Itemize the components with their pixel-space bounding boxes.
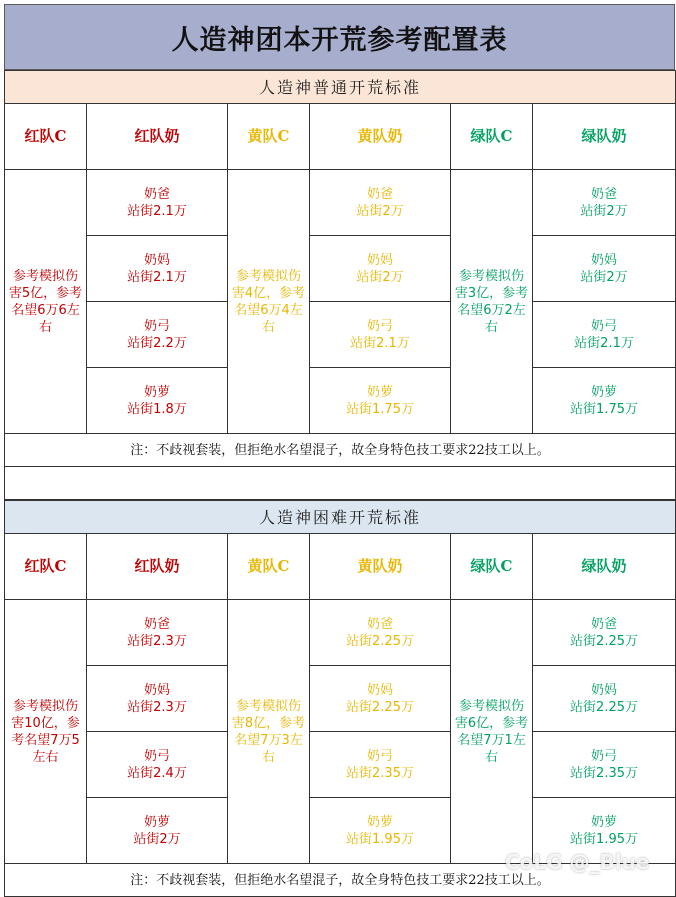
healer-cell (310, 798, 451, 864)
healer-cell (533, 666, 676, 732)
healer-cell (533, 170, 676, 236)
healer-stat: 站街2万 (580, 269, 628, 285)
healer-stat: 站街1.8万 (127, 401, 187, 417)
healer-stat: 站街1.95万 (570, 831, 638, 847)
healer-stat: 站街2.35万 (570, 765, 638, 781)
healer-role: 奶爸 (366, 616, 393, 632)
healer-cell (87, 302, 228, 368)
healer-cell (87, 368, 228, 434)
healer-role: 奶爸 (366, 186, 393, 202)
healer-role: 奶妈 (143, 682, 170, 698)
healer-cell (87, 666, 228, 732)
healer-cell (310, 302, 451, 368)
healer-cell (87, 170, 228, 236)
healer-role: 奶萝 (591, 814, 618, 830)
healer-stat: 站街2.35万 (346, 765, 414, 781)
healer-cell (533, 302, 676, 368)
healer-role: 奶弓 (366, 318, 393, 334)
green-c-reference: 参考模拟伤害6亿，参考名望7万1左右 (451, 600, 533, 864)
yellow-c-reference: 参考模拟伤害8亿，参考名望7万3左右 (228, 600, 310, 864)
healer-role: 奶妈 (366, 252, 393, 268)
healer-role: 奶弓 (591, 318, 618, 334)
page-title: 人造神团本开荒参考配置表 (4, 4, 675, 70)
spacer-row (5, 467, 676, 500)
healer-role: 奶爸 (591, 616, 618, 632)
healer-stat: 站街1.75万 (346, 401, 414, 417)
healer-stat: 站街2.25万 (346, 633, 414, 649)
healer-cell (533, 368, 676, 434)
healer-cell (310, 600, 451, 666)
healer-stat: 站街2.4万 (127, 765, 187, 781)
healer-role: 奶爸 (143, 186, 170, 202)
header-yellow-healer: 黄队奶 (310, 104, 451, 170)
section-table-normal (4, 70, 676, 500)
healer-role: 奶妈 (366, 682, 393, 698)
healer-stat: 站街2.1万 (350, 335, 410, 351)
header-red-healer: 红队奶 (87, 534, 228, 600)
healer-role: 奶萝 (143, 384, 170, 400)
healer-cell (310, 666, 451, 732)
header-red-healer: 红队奶 (87, 104, 228, 170)
healer-role: 奶妈 (591, 682, 618, 698)
healer-stat: 站街1.95万 (346, 831, 414, 847)
healer-cell (533, 236, 676, 302)
healer-role: 奶萝 (366, 814, 393, 830)
healer-cell (533, 600, 676, 666)
healer-stat: 站街2.1万 (574, 335, 634, 351)
note: 注：不歧视套装，但拒绝水名望混子，故全身特色技工要求22技工以上。 (5, 434, 676, 467)
healer-cell (87, 236, 228, 302)
healer-stat: 站街2万 (356, 269, 404, 285)
header-green-c: 绿队C (451, 104, 533, 170)
healer-cell (533, 732, 676, 798)
yellow-c-reference: 参考模拟伤害4亿，参考名望6万4左右 (228, 170, 310, 434)
healer-cell (310, 236, 451, 302)
healer-stat: 站街2.1万 (127, 203, 187, 219)
healer-role: 奶妈 (591, 252, 618, 268)
healer-stat: 站街2万 (356, 203, 404, 219)
healer-stat: 站街2万 (133, 831, 181, 847)
healer-stat: 站街2.1万 (127, 269, 187, 285)
healer-cell (87, 798, 228, 864)
healer-role: 奶萝 (366, 384, 393, 400)
healer-stat: 站街2万 (580, 203, 628, 219)
healer-cell (310, 368, 451, 434)
green-c-reference: 参考模拟伤害3亿，参考名望6万2左右 (451, 170, 533, 434)
healer-role: 奶弓 (143, 318, 170, 334)
watermark: CoLG @_Blue (505, 850, 650, 874)
header-red-c: 红队C (5, 104, 87, 170)
healer-stat: 站街2.25万 (346, 699, 414, 715)
header-green-healer: 绿队奶 (533, 104, 676, 170)
healer-role: 奶妈 (143, 252, 170, 268)
healer-stat: 站街2.25万 (570, 633, 638, 649)
healer-role: 奶弓 (143, 748, 170, 764)
healer-cell (310, 170, 451, 236)
healer-stat: 站街2.25万 (570, 699, 638, 715)
section-heading: 人造神困难开荒标准 (5, 501, 676, 534)
section-heading: 人造神普通开荒标准 (5, 71, 676, 104)
header-yellow-healer: 黄队奶 (310, 534, 451, 600)
healer-stat: 站街2.3万 (127, 633, 187, 649)
healer-role: 奶弓 (366, 748, 393, 764)
note: 注：不歧视套装，但拒绝水名望混子，故全身特色技工要求22技工以上。 (5, 864, 676, 897)
healer-stat: 站街1.75万 (570, 401, 638, 417)
healer-cell (87, 600, 228, 666)
header-yellow-c: 黄队C (228, 534, 310, 600)
red-c-reference: 参考模拟伤害5亿，参考名望6万6左右 (5, 170, 87, 434)
healer-role: 奶爸 (143, 616, 170, 632)
healer-stat: 站街2.3万 (127, 699, 187, 715)
healer-stat: 站街2.2万 (127, 335, 187, 351)
section-table-hard (4, 500, 676, 897)
healer-role: 奶萝 (591, 384, 618, 400)
healer-role: 奶弓 (591, 748, 618, 764)
header-yellow-c: 黄队C (228, 104, 310, 170)
header-green-healer: 绿队奶 (533, 534, 676, 600)
header-green-c: 绿队C (451, 534, 533, 600)
healer-cell (87, 732, 228, 798)
healer-role: 奶萝 (143, 814, 170, 830)
header-red-c: 红队C (5, 534, 87, 600)
red-c-reference: 参考模拟伤害10亿，参考名望7万5左右 (5, 600, 87, 864)
healer-cell (310, 732, 451, 798)
healer-role: 奶爸 (591, 186, 618, 202)
